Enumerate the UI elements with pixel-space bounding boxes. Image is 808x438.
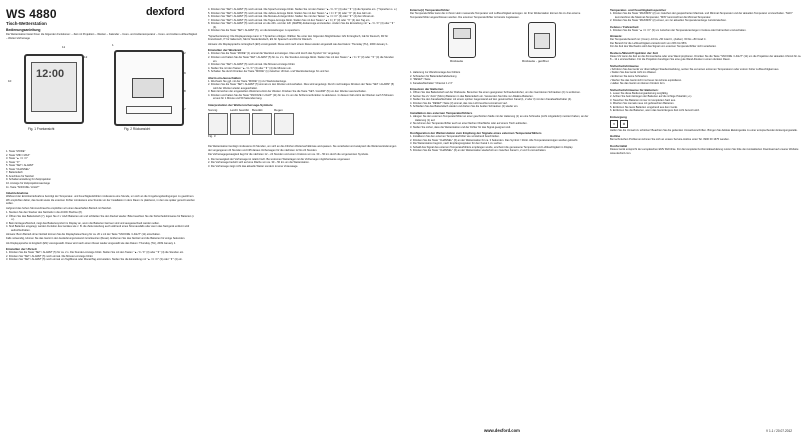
- section-heading-minmax: Temperatur- und Feuchtigkeitsspeicher: [610, 8, 667, 12]
- sensor-window: [453, 28, 471, 39]
- section-heading-sync: Konfiguration der Wetterstation zum Empfang der Signale eines externen Temperaturfühlers: [410, 131, 542, 136]
- section-heading-projection: Decken-/Wand-Projektion der Zeit: [610, 50, 658, 55]
- install-step: 2. Öffnen Sie das Batteriefach (7), legen Sie 2 x ‘AAA’ Batterien ein und schließen Sie den Deckel wieder. Bitte beachten Sie die Sicherheitshinweise für Batterien (i. u.).: [6, 214, 195, 222]
- clock-step: 7. Drücken Sie "SET / ALARM" (5) noch einmal. Die Tages-Anzeige blinkt. Stellen Sie mit den Tasten "▲ / C / F" (3) oder "▼" (4) den Tag ein.: [208, 18, 370, 22]
- section-heading-hints: Hinweis:: [610, 34, 623, 39]
- sync-step: 4. Sobald das Signal des externen Temperaturfühlers empfangen wurde, erscheint die gemessene Temperatur und Luftfeuchtigkeit im Display.: [410, 145, 574, 149]
- legend-item: 3. Taste "▲ / C / F": [6, 157, 28, 161]
- sensor-legend-item: 2. Schrauben für Batteriefachabdeckung: [410, 74, 457, 78]
- sensor-legend-item: 3. "RESET"-Taste: [410, 78, 431, 82]
- install-hint: Hinweis: Beim Betrieb ohne Netzteil können Sie die Displaybeleuchtung für ca. 20 s mit der Taste "SNOOZE / LIGHT" (11) einschalten.: [6, 232, 161, 236]
- section-heading-conformity: Konformität: [610, 144, 627, 149]
- clock-step: 6. Drücken Sie "SET / ALARM" (5) noch einmal. Die Monats-Anzeige blinkt. Stellen Sie mit den Tasten "▲ / C / F" (3) oder "▼" (4) den Monat ein.: [208, 15, 375, 19]
- setup-step: 2. Sie können den Temperaturfühler auch an einer flachen Oberfläche oder auf einem Tisch aufstellen.: [410, 122, 528, 126]
- sensor-open-illustration: [528, 22, 556, 58]
- column-3: [410, 8, 600, 153]
- battery-safety-item: 2. Achten Sie beim Einlegen der Batterien auf die richtige Polarität (+/-).: [610, 95, 693, 99]
- safety-item: • Werfen Sie das Gerät nicht ins Feuer. Es könnte explodieren.: [610, 78, 682, 82]
- callout-11: 11: [62, 45, 66, 50]
- fig1-caption: Fig. 1 Frontansicht: [28, 127, 55, 132]
- conformity-text: Dieses Gerät entspricht der europäischen EMV Richtlinie. Für die komplette Konformitätserklärung nutzen Sie bitte den kontaktierten Download auf unserer Website www.dexford.com.: [610, 148, 799, 155]
- section-heading-battery-safety: Sicherheitshinweise für Batterien:: [610, 87, 659, 92]
- section-heading-safety: Sicherheitshinweise: [610, 63, 639, 68]
- disposal-icons: [610, 120, 802, 128]
- install-text: Während der Erstinbetriebnahme benötigt der Temperatur- und Feuchtigkeitsfühler mindestens eine Stunde, um sich an die Umgebungsbedingungen zu gewöhnen. Wir empfehlen daher, das Gerät sowie die externen Fühler mindestens eine Stunde vor der Installation in dem Raum zu platzieren, in dem sie später genutzt werden sollen.: [6, 195, 195, 206]
- callout-8: 8: [184, 89, 186, 94]
- battery-safety-item: 1. Lesen Sie diese Bedienungsanleitung sorgfältig.: [610, 91, 669, 95]
- brand-logo: dexford: [146, 6, 185, 18]
- battery-step: 1. Öffnen Sie das Batteriefach auf der Rückseite. Benutzen Sie einen geeigneten Schraubendreher, um die zwei kleinen Schrauben (2) zu entfernen.: [410, 91, 581, 95]
- external-sensor-text: Der Temperaturfühler kann die in ihrem Heim messende Temperatur und Luftfeuchtigkeit anzeigen. An Ihrer Wetterstation können bis zu drei externe Temperaturfühler angeschlossen werden. Die externen Temperaturfühler ist bereits zugelassen.: [410, 12, 581, 19]
- callout-7: 7: [184, 107, 186, 112]
- legend-item: 11. Taste "SNOOZE / LIGHT": [6, 185, 40, 189]
- setup-step: 3. Stellen Sie sicher, dass die Wetterstation und der Fühler für das Signal geeignet sind.: [410, 125, 511, 129]
- document-title: Tisch-Wetterstation: [6, 21, 47, 26]
- column-2: [208, 8, 398, 168]
- intro-text: Die Wetterstation bietet Ihnen die folgenden Funktionen: – Zeit mit Projektion – Wecker – Kalender – Innen- und Außentemperatur – Innen- und Außen-Luftfeuchtigkeit – Wetter-Vorhersage: [6, 33, 198, 40]
- clock-step: 4. Drücken Sie "SET / ALARM" (5) noch einmal. Die Sprach-Anzeige blinkt. Stellen Sie mit den Tasten "▲ / C / F" (3) oder "▼" (4) die Sprache ein. (* Sprachen s. u.): [208, 8, 397, 11]
- minmax-step: 1. Drücken Sie die Taste "MAX/MIN" (2) um zwischen der gespeicherten Maximal- und Minimal-Temperatur und der aktuellen Temperatur umzuschalten. "MAX" kennzeichnet die Maximal-Temperatur, "MIN" kennzeichnet die Minimal-Temperatur.: [610, 12, 793, 19]
- sunny-icon: [208, 113, 228, 135]
- disposal-text: Helfen Sie die Umwelt zu schützen! Beachten Sie die geltenden Umweltvorschriften. Bringen Sie defekte Elektrogeräte zu einer entsprechenden Entsorgungsstelle.: [610, 128, 798, 132]
- alarm-onoff-step: 3. Beim Erreichen der eingestellten Weckzeit ertönt der Wecker. Drücken Sie die Taste "SET / ALARM" (5) um den Wecker auszuschalten.: [208, 90, 367, 94]
- section-heading-batteries: Einsetzen der Batterien: [410, 87, 444, 92]
- column-1: [6, 8, 198, 262]
- sync-step: 1. Installieren Sie den externen Temperaturfühler wie vorstehend beschrieben.: [410, 135, 500, 139]
- clock-step: 8. Drücken Sie "SET / ALARM" (5) noch einmal um die 24h- und der 12h (AM/PM)-Zeitanzeige einzustellen. Ändern Sie die Einstellung mit "▲ / C / F" (3) oder "▼" (4).: [208, 22, 395, 29]
- weather-text-2: Die Vorhersagegenauigkeit liegt für die nächsten 12 – 24 Stunden und einem Umkreis von ca. 30 – 50 km durch die vorgenannten Symbole.: [208, 153, 369, 157]
- version-label: V 1.1 / 20.07.2012: [766, 429, 793, 433]
- hint-item: Für die Zeit des Wechselns wird das Signal vom externen Temperaturfühler nicht verarbeitet.: [610, 45, 717, 49]
- language-text: Als Displaysprache ist Englisch (EN) voreingestellt. Diese wird nach einem Reset wieder eingestellt wie das Datum: Thursday (TH), 2009 January 1.: [6, 241, 176, 245]
- setup-step: 1. Hängen Sie den externen Temperaturfühler an einer geschützten Stelle mit der Halterung (1) an eine Schraube (nicht mitgeliefert) montiert haben, an der Halterung (1) auf.: [410, 115, 589, 122]
- weather-symbols-figure: [208, 109, 398, 143]
- alarm-onoff-step: 4. Drücken und halten Sie die Taste "SNOOZE / LIGHT" (11) für ca. 3 s um die Schlummerfunktion zu aktivieren. In diesem Fall ertönt der Wecker nach 5 Minuten erneut für 1 Minute und 59 Sekunden lang.: [208, 93, 394, 101]
- install-step: 4. Sind Batterien eingelegt, werden Funktion des Gerätes wie z. B. die Zeitumstellung auch während eines Stromausfalls oder wenn das Netzgerät entfernt wird aufrechterhalten.: [6, 225, 190, 233]
- hotline-text: Bei technischen Problemen können Sie sich an unsere Service-Hotline unter Tel. 0900 00 1675 wenden.: [610, 138, 730, 142]
- sensor-back-illustration: [448, 22, 476, 58]
- safety-item: • Stellen Sie das Gerät nicht ins Wasser.: [610, 71, 657, 75]
- device-display: [31, 62, 77, 112]
- callout-1: 1: [112, 43, 114, 48]
- section-heading-disposal: Entsorgung: [610, 114, 627, 119]
- safety-item: • Entfernen Sie keine Schrauben.: [610, 75, 649, 79]
- partly-cloudy-icon: [230, 113, 250, 135]
- weather-hint: 1. Die Genauigkeit der Vorhersage ist relativ hoch. Bei extremen Wetterlagen ist die Vorhersage möglicherweise ungenauer.: [208, 157, 351, 161]
- sync-step: 2. Drücken Sie die Taste "CHANNEL" (6) an der Wetterstation für ca. 3 Sekunden. Das Symbol ≈ blinkt. Alle Temperaturanzeigen werden gelöscht.: [410, 138, 579, 142]
- battery-step: 5. Schließen Sie das Batteriefach wieder und drehen Sie die beiden Schrauben (2) wieder ein.: [410, 105, 519, 109]
- clock-step: 3. Drücken Sie "SET / ALARM" (5) noch einmal um Tag/Monat oder Monat/Tag einzustellen. Stellen Sie die Einstellung mit "▲ / C / F" (3) oder "▼" (4) ein.: [6, 258, 183, 262]
- alarm-step: 1. Drücken Sie die Taste "MODE" (1) einmal die Weckzeit anzuzeigen. Dies wird durch das Symbol "AL" angezeigt.: [208, 52, 341, 56]
- alarm-step: 5. Schalten Sie durch Drücken der Taste "MODE" (1) zwischen Uhrzeit- und Weckzeitanzeige hin und her.: [208, 70, 330, 74]
- battery-step: 2. Setzen Sie 2x "AAA" (Micro) Batterien in das Batteriefach ein. Verwenden Sie bitte nur Alkaline-Batterien.: [410, 94, 534, 98]
- crossed-bin-icon: ✕: [610, 120, 618, 128]
- section-heading-external-sensor: Externe(r) Temperaturfühler: [410, 8, 450, 12]
- callout-2: 2: [184, 51, 186, 56]
- callout-10: 10: [8, 79, 12, 84]
- legend-item: 5. Taste "SET / ALARM": [6, 164, 34, 168]
- display-digits: 12:00: [36, 68, 65, 81]
- callout-9: 9: [184, 71, 186, 76]
- section-heading-clock: Einstellen der Uhrzeit: [6, 247, 37, 252]
- fig2-caption: Fig. 2 Rückansicht: [124, 127, 151, 132]
- sync-step: 5. Drücken Sie die Taste "CHANNEL" (6) an der Wetterstation wiederholt um zwischen Kanal 1, 2 und 3 umzuschalten.: [410, 149, 547, 153]
- clock-step: 9. Drücken Sie die Taste "SET / ALARM" (5), um die Einstellungen zu speichern.: [208, 29, 301, 33]
- section-heading-alarm: Einstellen der Weckzeit: [208, 48, 242, 53]
- install-step: 1. Stecken Sie den Stecker des Netzteils in die AC/DC Buchse (8).: [6, 211, 83, 215]
- legend-item: 10. Anzeige für Zeitprojektionsanzeige: [6, 182, 50, 186]
- device-back-illustration: [114, 50, 184, 126]
- device-front-illustration: [24, 54, 84, 124]
- callout-12: 12: [84, 55, 88, 60]
- sensor-figures: [410, 22, 600, 68]
- alarm-step: 3. Drücken Sie "SET / ALARM" (5) noch einmal. Die Minuten-Anzeige blinkt.: [208, 63, 296, 67]
- legend-item: 6. Taste "CHANNEL": [6, 167, 30, 171]
- weather-label: Regen: [274, 108, 283, 113]
- column-4: [610, 8, 802, 156]
- section-heading-weather: Interpretation der Wettervorhersage-Symbole: [208, 103, 273, 108]
- clock-step: 1. Drücken Sie die Taste "SET / ALARM" (5) für ca. 2 s. Die Stunden-Anzeige blinkt. Stellen Sie mit den Tasten "▲ / C / F" (3) oder "▼" (4) die Stunden ein.: [6, 251, 184, 255]
- alarm-onoff-step: 1. Wechseln Sie ggf. mit der Taste "MODE" (1) zur Weckzeitanzeige.: [208, 79, 287, 83]
- alarm-onoff-step: 2. Drücken Sie die Taste "SET / ALARM" (5) einmal um den Wecker einzuschalten. Dies wird angezeigt. Durch nochmaliges Drücken der Taste "SET / ALARM" (5) wird der Wecker wieder ausgeschaltet.: [208, 83, 395, 90]
- battery-safety-item: 5. Entfernen Sie leere Batterien umgehend aus dem Gerät.: [610, 105, 678, 109]
- weather-label: Leicht bewölkt: [230, 108, 250, 113]
- section-heading-install: Inbetriebnahme: [6, 191, 29, 196]
- battery-compartment-illustration: [132, 78, 164, 98]
- battery-safety-item: 6. Entfernen Sie die Batterien, wenn das Gerät längere Zeit nicht benutzt wird.: [610, 109, 700, 113]
- recycle-icon: ♻: [620, 120, 628, 128]
- weather-label: Sonnig: [208, 108, 218, 113]
- fig3-caption: Fig. 3: [208, 134, 216, 139]
- language-hint: Hinweis: Als Displaysprache ist Englisch (EN) voreingestellt. Diese wird nach einem Reset wieder eingestellt wie das Datum: Thursday (TH), 2009 January 1.: [208, 42, 389, 46]
- projection-text: Diese Uhr kann die Zeit an die Zimmerdecke oder eine Wand projizieren. Drücken Sie die Taste "SNOOZE / LIGHT" (11) um die Projektion der aktuellen Uhrzeit für ca. 8 – 12 s einzuschalten. Für die Projektion benötigen Sie eine gute Wand-/Decke in einem dunklen Raum.: [610, 54, 802, 62]
- sensor-legend-item: 4. Kanalwahlschalter "Channel 1 2 3": [410, 81, 453, 85]
- safety-item: • Halten Sie das Gerät von kleinen Kindern fern.: [610, 82, 666, 86]
- legend-item: 8. Anschluss für Netzteil: [6, 174, 34, 178]
- document-subtitle: Bedienungsanleitung: [6, 28, 41, 32]
- button-row-illustration: [126, 106, 172, 114]
- power-text: Aufgrund des hohen Stromverbrauchs empfehlen wir einen dauerhaften Betrieb mit Netzteil.: [6, 206, 112, 210]
- parts-legend: [6, 150, 198, 189]
- legend-item: 4. Taste "▼": [6, 160, 21, 164]
- sync-step: 3. Die Wetterstation beginnt, nach Empfangssignalen für den Kanal 1 zu suchen.: [410, 142, 503, 146]
- alarm-step: 4. Stellen Sie mit den Tasten "▲ / C / F" (3) oder "▼" (4) die Minuten ein.: [208, 66, 292, 70]
- battery-safety-item: 3. Tauschen Sie Batterien immer im kompletten Satz aus.: [610, 98, 676, 102]
- battery-step: 4. Drücken Sie die "RESET"-Taste (3) einmal, das rote Licht leuchtet einmal kurz auf.: [410, 101, 508, 105]
- footer-website-link[interactable]: www.dexford.com: [484, 428, 520, 433]
- legend-item: 1. Taste "MODE": [6, 150, 26, 154]
- clock-step: 2. Drücken Sie "SET / ALARM" (5) noch einmal. Die Minuten-Anzeige blinkt.: [6, 254, 94, 258]
- weather-text: Die Wetterstation benötigt mindestens 24 Stunden, um sich an die örtlichen Wetterverhältnisse anzupassen. Sie verarbeitet und analysiert die Wetterveränderungen der vergangenen 24 Stunden und trifft daraus Vorhersagen für die nächsten 12 bis 24 Stunden.: [208, 145, 397, 152]
- install-step: 3. Beim Einlegen/Netzteil, zeigt das Batteriesymbol im Display an, wenn die Batterien fast leer sind und ausgewechselt werden sollen.: [6, 221, 160, 225]
- weather-hint: 3. Die Vorhersage zeigt nicht das aktuelle Wetter sondern ist eine Voraussage.: [208, 164, 299, 168]
- model-number: WS 4880: [6, 7, 57, 21]
- battery-safety-item: 4. Mischen Sie niemals neue mit gebrauchten Batterien.: [610, 102, 675, 106]
- section-heading-alarm-onoff: Alarm ein-/ausschalten: [208, 75, 241, 80]
- section-heading-setup: Installation des externen Temperaturfühlers: [410, 111, 473, 116]
- legend-item: 2. Taste "MIN / MAX": [6, 153, 31, 157]
- hint-item: Der Temperaturbereich ist: (Innen) -10 bis +50 Grad C, (Außen) -50 bis +50 Grad C.: [610, 38, 707, 42]
- cloudy-icon: [252, 113, 272, 135]
- sensor-legend-item: 1. Halterung zur Wandmontage des Fühlers: [410, 71, 461, 75]
- alarm-step: 2. Drücken und halten Sie die Taste "SET / ALARM" (5) für ca. 2 s. Die Stunden-Anzeige blinkt. Stellen Sie mit den Tasten "▲ / C / F" (3) oder "▼" (4) die Stunden ein.: [208, 56, 394, 63]
- minmax-step: 2. Drücken Sie die Taste "MAX/MIN" (2) erneut, um zur aktuellen Temperaturanzeige zurückzukehren.: [610, 19, 727, 23]
- section-heading-celsius: Celsius / Fahrenheit: [610, 24, 639, 29]
- legend-item: 7. Batteriefach: [6, 171, 23, 175]
- hint-item: Der Bereich für die Luftfeuchtigkeit erstreckt sich von 20% bis 95%.: [610, 41, 688, 45]
- language-note: *Sprachenleistung: Die Displayanzeige kann in 7 Sprachen erfolgen. Wählen Sie unter den folgenden Möglichkeiten: EN für Englisch, GE für Deutsch, FR für Französisch, IT für Italienisch, NE für Niederländisch, ES für Spanisch und DA für Dänisch.: [208, 34, 389, 42]
- reset-text: Falls notwendig, können Sie das Gerät in den Auslieferungszustand zurücksetzen (Reset). Entfernen Sie das Netzteil und die Batterien für einige Sekunden.: [6, 237, 186, 241]
- weather-label: Bewölkt: [252, 108, 263, 113]
- battery-step: 3. Stellen Sie den Kanalwahlschalter mit einem spitzen Gegenstand auf den gewünschten Kanal (1, 2 oder 3) mit dem Kanalwahlschalter (4).: [410, 98, 572, 102]
- weather-hint: 2. Die Vorhersage bezieht sich auf eine Fläche von ca. 30 – 50 km um die Wetterstation.: [208, 161, 310, 165]
- sensor-open-caption: Rückseite - geöffnet: [522, 59, 549, 64]
- section-heading-hotline: Hotline: [610, 134, 621, 139]
- clock-step: 5. Drücken Sie "SET / ALARM" (5) noch einmal. Die Jahres-Anzeige blinkt. Stellen Sie mit den Tasten "▲ / C / F" (3) oder "▼" (4) das Jahr ein.: [208, 11, 372, 15]
- sensor-back-caption: Rückseite: [450, 59, 464, 64]
- rain-icon: [274, 113, 294, 135]
- sensor-battery-bay: [534, 33, 550, 49]
- device-figures: [6, 44, 198, 148]
- safety-item: • Schützen Sie das Gerät vor übermäßiger Staubentwicklung, setzen Sie es keinen extremen Temperaturen oder extrem hoher Luftfeuchtigkeit aus.: [610, 67, 780, 71]
- celsius-step: 1. Drücken Sie die Taste "▲ / C / F" (3) um zwischen der Temperaturanzeige in Celsius oder Fahrenheit umzuschalten.: [610, 28, 747, 32]
- legend-item: 9. Schalterverstellung für Zeitprojektion: [6, 178, 51, 182]
